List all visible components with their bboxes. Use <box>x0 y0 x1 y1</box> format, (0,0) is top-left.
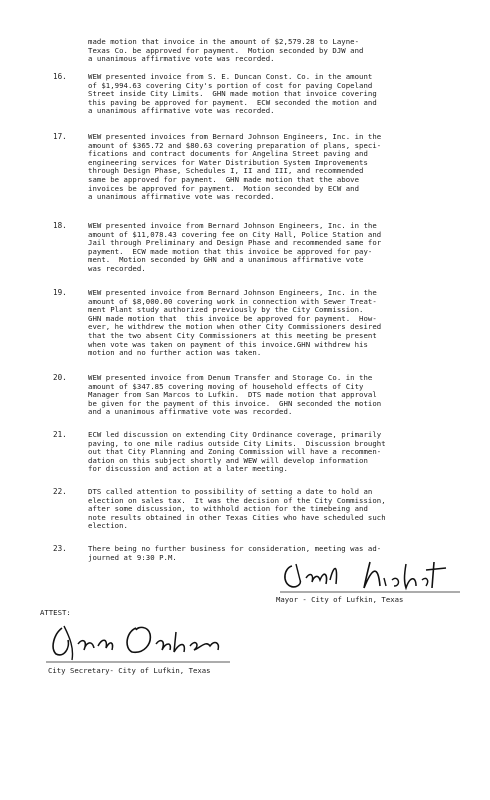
text-line: WEW presented invoice from Bernard Johnson Engineers, Inc. in the <box>88 221 377 230</box>
item-paragraph <box>88 222 472 274</box>
text-line: Manager from San Marcos to Lufkin. DTS made motion that approval <box>88 390 377 400</box>
text-line: amount of $11,078.43 covering fee on City Hall, Police Station and <box>88 229 382 239</box>
text-line: election on sales tax. It was the decision of the City Commission, <box>88 495 386 505</box>
text-line: DTS called attention to possibility of setting a date to hold an <box>88 487 373 496</box>
clerk-signature <box>40 618 240 666</box>
text-line: that the two absent City Commissioners at this meeting be present <box>88 330 377 340</box>
item-number: 20. <box>53 373 67 382</box>
carryover-paragraph <box>88 38 472 64</box>
item-number: 18. <box>53 221 67 230</box>
item-number: 23. <box>53 544 67 553</box>
item-number: 16. <box>53 72 67 81</box>
text-line: when vote was taken on payment of this invoice.GHN withdrew his <box>88 339 368 349</box>
text-line: invoices be approved for payment. Motion seconded by ECW and <box>88 183 360 193</box>
mayor-signature <box>280 558 460 594</box>
text-line: a unanimous affirmative vote was recorded. <box>88 106 275 116</box>
item-number: 22. <box>53 487 67 496</box>
item-paragraph <box>88 289 472 358</box>
text-line: WEW presented invoice from Bernard Johnson Engineers, Inc. in the <box>88 288 377 297</box>
item-paragraph <box>88 488 472 531</box>
text-line: fications and contract documents for Angelina Street paving and <box>88 149 368 159</box>
mayor-title: Mayor - City of Lufkin, Texas <box>276 595 404 604</box>
text-line: this paving be approved for payment. ECW seconded the motion and <box>88 97 377 107</box>
text-line: was recorded. <box>88 263 146 273</box>
text-line: WEW presented invoice from S. E. Duncan Const. Co. in the amount <box>88 72 373 81</box>
text-line: after some discussion, to withhold action for the timebeing and <box>88 504 368 514</box>
text-line: made motion that invoice in the amount of $2,579.28 to Layne- <box>88 37 360 46</box>
text-line: ever, he withdrew the motion when other City Commissioners desired <box>88 322 382 332</box>
text-line: amount of $8,000.00 covering work in connection with Sewer Treat- <box>88 296 377 306</box>
text-line: payment. ECW made motion that this invoice be approved for pay- <box>88 246 373 256</box>
text-line: note results obtained in other Texas Cities who have scheduled such <box>88 512 386 522</box>
text-line: a unanimous affirmative vote was recorded. <box>88 54 275 64</box>
text-line: a unanimous affirmative vote was recorded. <box>88 192 275 202</box>
text-line: be given for the payment of this invoice. GHN seconded the motion <box>88 398 382 408</box>
text-line: Jail through Preliminary and Design Phase and recommended same for <box>88 238 382 248</box>
text-line: WEW presented invoice from Denum Transfer and Storage Co. in the <box>88 373 373 382</box>
text-line: same be approved for payment. GHN made motion that the above <box>88 174 360 184</box>
text-line: amount of $365.72 and $80.63 covering preparation of plans, speci- <box>88 140 382 150</box>
text-line: There being no further business for consideration, meeting was ad- <box>88 544 382 553</box>
text-line: GHN made motion that this invoice be approved for payment. How- <box>88 313 377 323</box>
text-line: Texas Co. be approved for payment. Motion seconded by DJW and <box>88 45 364 55</box>
text-line: ECW led discussion on extending City Ordinance coverage, primarily <box>88 430 382 439</box>
item-paragraph <box>88 431 472 474</box>
text-line: ment Plant study authorized previously by the City Commission. <box>88 305 364 315</box>
text-line: WEW presented invoices from Bernard Johnson Engineers, Inc. in the <box>88 132 382 141</box>
text-line: election. <box>88 521 128 531</box>
item-paragraph <box>88 374 472 417</box>
text-line: through Design Phase, Schedules I, II and III, and recommended <box>88 166 364 176</box>
text-line: engineering services for Water Distribution System Improvements <box>88 157 368 167</box>
item-number: 19. <box>53 288 67 297</box>
text-line: journed at 9:30 P.M. <box>88 552 177 562</box>
text-line: motion and no further action was taken. <box>88 348 262 358</box>
text-line: for discussion and action at a later meeting. <box>88 464 288 474</box>
item-paragraph <box>88 73 472 116</box>
item-number: 17. <box>53 132 67 141</box>
text-line: dation on this subject shortly and WEW will develop information <box>88 455 368 465</box>
text-line: and a unanimous affirmative vote was recorded. <box>88 407 293 417</box>
text-line: ment. Motion seconded by GHN and a unanimous affirmative vote <box>88 255 364 265</box>
text-line: of $1,994.63 covering City's portion of cost for paving Copeland <box>88 80 373 90</box>
text-line: paving, to one mile radius outside City Limits. Discussion brought <box>88 438 386 448</box>
item-number: 21. <box>53 430 67 439</box>
text-line: amount of $347.85 covering moving of household effects of City <box>88 381 364 391</box>
clerk-title: City Secretary- City of Lufkin, Texas <box>48 666 211 675</box>
item-paragraph <box>88 133 472 202</box>
text-line: Street inside City Limits. GHN made motion that invoice covering <box>88 89 377 99</box>
attest-label: ATTEST: <box>40 608 71 617</box>
text-line: out that City Planning and Zoning Commission will have a recommen- <box>88 447 382 457</box>
